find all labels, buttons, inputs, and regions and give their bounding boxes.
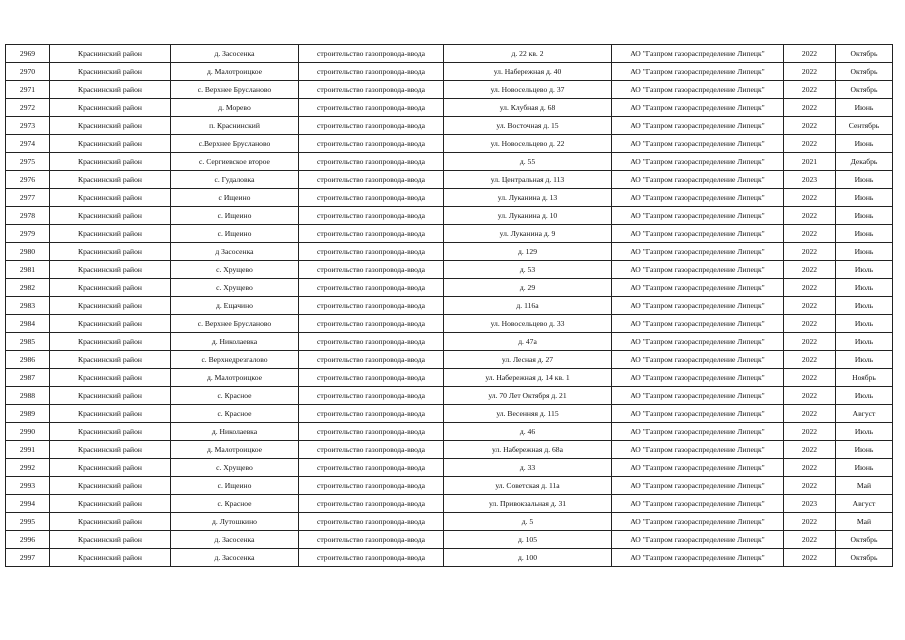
cell-address: ул. Весенняя д. 115 [444,405,612,423]
cell-year: 2022 [784,135,836,153]
table-row [6,459,893,477]
cell-year: 2022 [784,441,836,459]
cell-district: Краснинский район [50,81,171,99]
cell-address: ул. Новосельцево д. 33 [444,315,612,333]
cell-row-number: 2981 [6,261,50,279]
cell-row-number: 2993 [6,477,50,495]
cell-district: Краснинский район [50,495,171,513]
cell-address: д. 33 [444,459,612,477]
cell-organization: АО "Газпром газораспределение Липецк" [612,63,784,81]
cell-address: ул. 70 Лет Октября д. 21 [444,387,612,405]
cell-year: 2022 [784,99,836,117]
cell-address: ул. Луканина д. 9 [444,225,612,243]
cell-settlement: с. Верхнее Брусланово [171,315,299,333]
cell-organization: АО "Газпром газораспределение Липецк" [612,207,784,225]
cell-address: д. 116а [444,297,612,315]
cell-district: Краснинский район [50,279,171,297]
cell-settlement: с Ищеино [171,189,299,207]
cell-district: Краснинский район [50,477,171,495]
cell-settlement: д. Ещачино [171,297,299,315]
cell-row-number: 2984 [6,315,50,333]
cell-organization: АО "Газпром газораспределение Липецк" [612,225,784,243]
cell-district: Краснинский район [50,549,171,567]
cell-work-type: строительство газопровода-ввода [299,243,444,261]
cell-row-number: 2991 [6,441,50,459]
cell-month: Июль [836,351,893,369]
cell-month: Июль [836,423,893,441]
cell-work-type: строительство газопровода-ввода [299,495,444,513]
cell-work-type: строительство газопровода-ввода [299,297,444,315]
cell-month: Июнь [836,171,893,189]
cell-district: Краснинский район [50,531,171,549]
cell-organization: АО "Газпром газораспределение Липецк" [612,297,784,315]
cell-month: Май [836,477,893,495]
cell-district: Краснинский район [50,189,171,207]
cell-year: 2022 [784,207,836,225]
cell-row-number: 2973 [6,117,50,135]
cell-work-type: строительство газопровода-ввода [299,153,444,171]
cell-year: 2023 [784,171,836,189]
cell-month: Октябрь [836,81,893,99]
cell-district: Краснинский район [50,441,171,459]
table-row [6,279,893,297]
cell-row-number: 2971 [6,81,50,99]
table-row [6,513,893,531]
cell-organization: АО "Газпром газораспределение Липецк" [612,405,784,423]
cell-address: ул. Набережная д. 14 кв. 1 [444,369,612,387]
cell-work-type: строительство газопровода-ввода [299,261,444,279]
cell-settlement: с. Гудаловка [171,171,299,189]
table-row [6,171,893,189]
cell-organization: АО "Газпром газораспределение Липецк" [612,261,784,279]
cell-row-number: 2989 [6,405,50,423]
cell-year: 2022 [784,81,836,99]
cell-row-number: 2988 [6,387,50,405]
cell-settlement: с. Красное [171,405,299,423]
table-row [6,135,893,153]
cell-month: Ноябрь [836,369,893,387]
cell-row-number: 2969 [6,45,50,63]
cell-district: Краснинский район [50,207,171,225]
cell-organization: АО "Газпром газораспределение Липецк" [612,369,784,387]
cell-row-number: 2987 [6,369,50,387]
cell-district: Краснинский район [50,243,171,261]
cell-organization: АО "Газпром газораспределение Липецк" [612,315,784,333]
cell-district: Краснинский район [50,351,171,369]
cell-address: ул. Клубная д. 68 [444,99,612,117]
cell-address: ул. Новосельцево д. 37 [444,81,612,99]
cell-month: Август [836,405,893,423]
table-row [6,243,893,261]
cell-organization: АО "Газпром газораспределение Липецк" [612,99,784,117]
cell-address: д. 22 кв. 2 [444,45,612,63]
cell-row-number: 2979 [6,225,50,243]
cell-district: Краснинский район [50,63,171,81]
cell-row-number: 2992 [6,459,50,477]
cell-row-number: 2982 [6,279,50,297]
cell-organization: АО "Газпром газораспределение Липецк" [612,171,784,189]
table-row [6,189,893,207]
cell-settlement: д. Засосенка [171,549,299,567]
cell-address: ул. Центральная д. 113 [444,171,612,189]
cell-month: Июнь [836,189,893,207]
cell-row-number: 2978 [6,207,50,225]
cell-address: д. 105 [444,531,612,549]
cell-row-number: 2997 [6,549,50,567]
cell-year: 2022 [784,477,836,495]
cell-district: Краснинский район [50,387,171,405]
cell-organization: АО "Газпром газораспределение Липецк" [612,459,784,477]
cell-district: Краснинский район [50,225,171,243]
cell-month: Июнь [836,135,893,153]
cell-row-number: 2986 [6,351,50,369]
cell-settlement: д Засосенка [171,243,299,261]
cell-year: 2021 [784,153,836,171]
cell-work-type: строительство газопровода-ввода [299,225,444,243]
cell-settlement: д. Малотроицкое [171,63,299,81]
cell-district: Краснинский район [50,315,171,333]
cell-row-number: 2990 [6,423,50,441]
cell-month: Июнь [836,243,893,261]
cell-year: 2022 [784,117,836,135]
cell-address: ул. Набережная д. 68а [444,441,612,459]
cell-work-type: строительство газопровода-ввода [299,423,444,441]
cell-work-type: строительство газопровода-ввода [299,477,444,495]
cell-organization: АО "Газпром газораспределение Липецк" [612,441,784,459]
table-row [6,477,893,495]
table-row [6,441,893,459]
cell-year: 2022 [784,297,836,315]
cell-month: Июнь [836,441,893,459]
cell-settlement: с. Хрущево [171,459,299,477]
cell-work-type: строительство газопровода-ввода [299,117,444,135]
table-row [6,549,893,567]
cell-row-number: 2985 [6,333,50,351]
cell-row-number: 2994 [6,495,50,513]
cell-organization: АО "Газпром газораспределение Липецк" [612,333,784,351]
cell-work-type: строительство газопровода-ввода [299,333,444,351]
cell-year: 2022 [784,387,836,405]
cell-settlement: с. Верхнедрезгалово [171,351,299,369]
cell-district: Краснинский район [50,297,171,315]
cell-row-number: 2977 [6,189,50,207]
cell-month: Август [836,495,893,513]
cell-year: 2022 [784,405,836,423]
table-row [6,333,893,351]
cell-settlement: д. Засосенка [171,45,299,63]
table-row [6,117,893,135]
cell-row-number: 2976 [6,171,50,189]
cell-address: ул. Лесная д. 27 [444,351,612,369]
cell-year: 2022 [784,243,836,261]
cell-year: 2022 [784,333,836,351]
cell-settlement: д. Малотроицкое [171,369,299,387]
cell-address: д. 129 [444,243,612,261]
cell-organization: АО "Газпром газораспределение Липецк" [612,387,784,405]
cell-organization: АО "Газпром газораспределение Липецк" [612,153,784,171]
cell-year: 2022 [784,531,836,549]
cell-work-type: строительство газопровода-ввода [299,279,444,297]
cell-row-number: 2970 [6,63,50,81]
cell-work-type: строительство газопровода-ввода [299,513,444,531]
table-row [6,63,893,81]
cell-organization: АО "Газпром газораспределение Липецк" [612,531,784,549]
cell-organization: АО "Газпром газораспределение Липецк" [612,135,784,153]
table-row [6,351,893,369]
cell-year: 2022 [784,459,836,477]
cell-month: Июнь [836,459,893,477]
cell-settlement: п. Краснинский [171,117,299,135]
cell-year: 2022 [784,189,836,207]
cell-month: Октябрь [836,45,893,63]
table-row [6,531,893,549]
cell-work-type: строительство газопровода-ввода [299,171,444,189]
cell-settlement: д. Николаевка [171,333,299,351]
cell-year: 2022 [784,423,836,441]
table-row [6,153,893,171]
table-row [6,225,893,243]
cell-row-number: 2995 [6,513,50,531]
cell-month: Июль [836,387,893,405]
cell-district: Краснинский район [50,513,171,531]
cell-work-type: строительство газопровода-ввода [299,549,444,567]
cell-year: 2022 [784,63,836,81]
cell-address: д. 29 [444,279,612,297]
cell-month: Июль [836,261,893,279]
cell-settlement: д. Морево [171,99,299,117]
cell-district: Краснинский район [50,45,171,63]
cell-year: 2022 [784,315,836,333]
cell-year: 2023 [784,495,836,513]
cell-month: Декабрь [836,153,893,171]
cell-month: Июнь [836,207,893,225]
cell-organization: АО "Газпром газораспределение Липецк" [612,513,784,531]
cell-year: 2022 [784,513,836,531]
cell-row-number: 2975 [6,153,50,171]
cell-row-number: 2980 [6,243,50,261]
cell-work-type: строительство газопровода-ввода [299,45,444,63]
cell-work-type: строительство газопровода-ввода [299,189,444,207]
table-body [6,45,893,567]
cell-settlement: с. Красное [171,387,299,405]
cell-address: д. 55 [444,153,612,171]
cell-settlement: с. Ищеино [171,477,299,495]
cell-work-type: строительство газопровода-ввода [299,369,444,387]
cell-work-type: строительство газопровода-ввода [299,351,444,369]
cell-district: Краснинский район [50,99,171,117]
cell-work-type: строительство газопровода-ввода [299,315,444,333]
cell-settlement: д. Малотроицкое [171,441,299,459]
cell-settlement: с. Хрущево [171,279,299,297]
cell-settlement: с. Хрущево [171,261,299,279]
cell-month: Октябрь [836,63,893,81]
cell-address: ул. Луканина д. 10 [444,207,612,225]
cell-row-number: 2972 [6,99,50,117]
cell-work-type: строительство газопровода-ввода [299,405,444,423]
cell-year: 2022 [784,279,836,297]
cell-year: 2022 [784,351,836,369]
cell-settlement: с.Верхнее Брусланово [171,135,299,153]
cell-work-type: строительство газопровода-ввода [299,207,444,225]
table-row [6,405,893,423]
table-row [6,315,893,333]
cell-month: Май [836,513,893,531]
table-row [6,423,893,441]
cell-work-type: строительство газопровода-ввода [299,387,444,405]
cell-organization: АО "Газпром газораспределение Липецк" [612,243,784,261]
cell-year: 2022 [784,549,836,567]
cell-settlement: с. Сергиевское второе [171,153,299,171]
cell-month: Июль [836,333,893,351]
cell-organization: АО "Газпром газораспределение Липецк" [612,189,784,207]
cell-work-type: строительство газопровода-ввода [299,63,444,81]
cell-month: Октябрь [836,531,893,549]
table-row [6,81,893,99]
cell-address: д. 53 [444,261,612,279]
cell-address: ул. Советская д. 11а [444,477,612,495]
cell-settlement: с. Ищеино [171,225,299,243]
cell-year: 2022 [784,261,836,279]
cell-settlement: д. Николаевка [171,423,299,441]
cell-year: 2022 [784,45,836,63]
table-row [6,45,893,63]
cell-month: Июль [836,279,893,297]
cell-district: Краснинский район [50,153,171,171]
cell-work-type: строительство газопровода-ввода [299,81,444,99]
cell-settlement: д. Засосенка [171,531,299,549]
cell-month: Июль [836,315,893,333]
table-row [6,207,893,225]
cell-organization: АО "Газпром газораспределение Липецк" [612,495,784,513]
table-row [6,99,893,117]
cell-district: Краснинский район [50,333,171,351]
data-table [5,44,893,567]
cell-settlement: д. Лутошкино [171,513,299,531]
cell-district: Краснинский район [50,459,171,477]
cell-year: 2022 [784,369,836,387]
cell-month: Июль [836,297,893,315]
cell-organization: АО "Газпром газораспределение Липецк" [612,117,784,135]
cell-row-number: 2983 [6,297,50,315]
cell-address: ул. Луканина д. 13 [444,189,612,207]
cell-organization: АО "Газпром газораспределение Липецк" [612,351,784,369]
cell-organization: АО "Газпром газораспределение Липецк" [612,477,784,495]
cell-work-type: строительство газопровода-ввода [299,135,444,153]
cell-address: д. 46 [444,423,612,441]
cell-settlement: с. Ищеино [171,207,299,225]
cell-month: Июнь [836,225,893,243]
cell-work-type: строительство газопровода-ввода [299,99,444,117]
cell-organization: АО "Газпром газораспределение Липецк" [612,549,784,567]
cell-settlement: с. Верхнее Брусланово [171,81,299,99]
table-row [6,495,893,513]
cell-district: Краснинский район [50,369,171,387]
cell-district: Краснинский район [50,171,171,189]
cell-address: д. 100 [444,549,612,567]
cell-district: Краснинский район [50,405,171,423]
cell-address: д. 5 [444,513,612,531]
cell-work-type: строительство газопровода-ввода [299,441,444,459]
cell-organization: АО "Газпром газораспределение Липецк" [612,81,784,99]
cell-organization: АО "Газпром газораспределение Липецк" [612,279,784,297]
cell-address: ул. Восточная д. 15 [444,117,612,135]
cell-district: Краснинский район [50,117,171,135]
table-row [6,261,893,279]
cell-address: д. 47а [444,333,612,351]
cell-month: Сентябрь [836,117,893,135]
cell-work-type: строительство газопровода-ввода [299,531,444,549]
cell-settlement: с. Красное [171,495,299,513]
cell-district: Краснинский район [50,261,171,279]
cell-address: ул. Привокзальная д. 31 [444,495,612,513]
cell-year: 2022 [784,225,836,243]
cell-month: Июнь [836,99,893,117]
table-row [6,369,893,387]
cell-district: Краснинский район [50,423,171,441]
cell-organization: АО "Газпром газораспределение Липецк" [612,45,784,63]
table-row [6,297,893,315]
table-row [6,387,893,405]
cell-address: ул. Новосельцево д. 22 [444,135,612,153]
cell-district: Краснинский район [50,135,171,153]
cell-row-number: 2996 [6,531,50,549]
cell-organization: АО "Газпром газораспределение Липецк" [612,423,784,441]
cell-row-number: 2974 [6,135,50,153]
cell-address: ул. Набережная д. 40 [444,63,612,81]
cell-work-type: строительство газопровода-ввода [299,459,444,477]
cell-month: Октябрь [836,549,893,567]
